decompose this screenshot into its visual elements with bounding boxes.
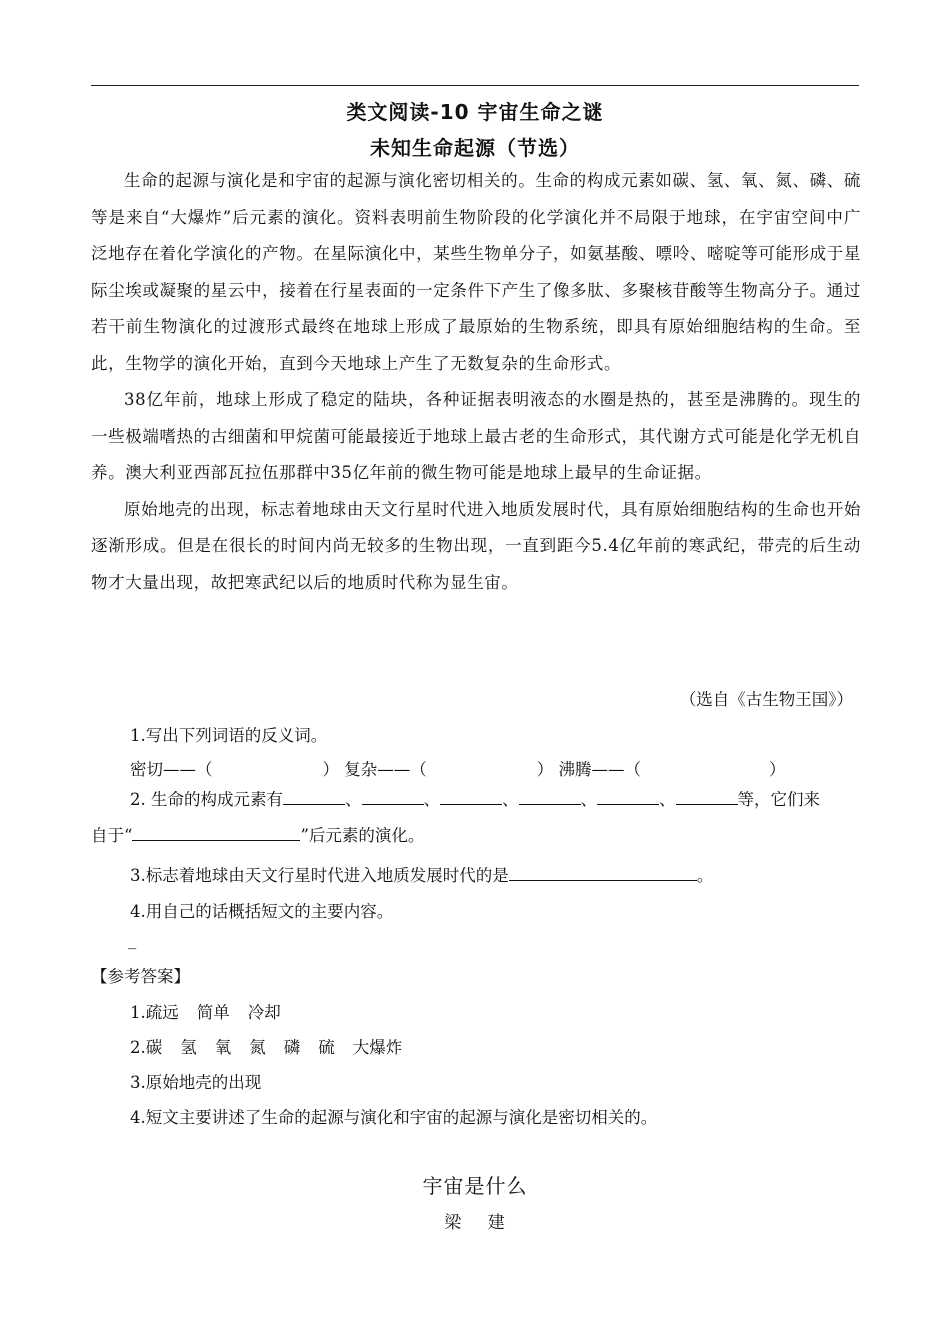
answer-2-item: 氮	[249, 1038, 266, 1057]
passage	[91, 163, 861, 601]
q2-blank-7[interactable]	[132, 824, 300, 841]
answer-1	[130, 999, 281, 1023]
q2-blank-5[interactable]	[597, 788, 659, 805]
passage-paragraph-3: 原始地壳的出现，标志着地球由天文行星时代进入地质发展时代，具有原始细胞结构的生命也开始逐渐形成。但是在很长的时间内尚无较多的生物出现，一直到距今5.4亿年前的寒武纪，带壳的后生动物才大量出现，故把寒武纪以后的地质时代称为显生宙。	[91, 499, 861, 592]
answer-3: 3.原始地壳的出现	[130, 1073, 262, 1092]
answer-2-item: 氧	[214, 1038, 232, 1057]
q3-blank[interactable]	[509, 864, 697, 881]
passage-paragraph-2: 38亿年前，地球上形成了稳定的陆块，各种证据表明液态的水圈是热的，甚至是沸腾的。现生的一些极端嗜热的古细菌和甲烷菌可能最接近于地球上最古老的生命形式，其代谢方式可能是化学无机自养。澳大利亚西部瓦拉伍那群中35亿年前的微生物可能是地球上最早的生命证据。	[91, 390, 861, 482]
stray-underscore: _	[128, 930, 137, 949]
answers-heading: 【参考答案】	[91, 967, 190, 986]
answer-1-item: 冷却	[247, 1003, 281, 1022]
answer-2-item: 磷	[283, 1038, 301, 1057]
q3-text: 3.标志着地球由天文行星时代进入地质发展时代的是	[130, 866, 509, 885]
answer-2-item: 氢	[180, 1038, 197, 1057]
question-1-words	[130, 756, 786, 780]
q1-word-2: ） 复杂——（	[322, 760, 427, 779]
answer-2	[130, 1034, 402, 1058]
next-article-author: 梁 建	[444, 1213, 506, 1233]
article-title: 未知生命起源（节选）	[370, 136, 580, 160]
top-rule	[91, 85, 859, 86]
q2-blank-2[interactable]	[362, 788, 424, 805]
q2-sep: 、	[659, 790, 676, 809]
q1-word-1: 密切——（	[130, 760, 213, 779]
q2-suffix: 等，它们来	[737, 790, 820, 809]
answer-2-item: 大爆炸	[352, 1038, 403, 1057]
q1-word-3: ） 沸腾——（	[536, 760, 641, 779]
question-3	[130, 862, 713, 886]
q2-line2-suffix: ”后元素的演化。	[300, 826, 425, 845]
answer-2-item: 2.碳	[130, 1038, 163, 1057]
question-4: 4.用自己的话概括短文的主要内容。	[130, 902, 394, 921]
q2-blank-6[interactable]	[676, 788, 738, 805]
answer-4: 4.短文主要讲述了生命的起源与演化和宇宙的起源与演化是密切相关的。	[130, 1108, 658, 1127]
answer-2-item: 硫	[318, 1038, 335, 1057]
passage-paragraph-1: 生命的起源与演化是和宇宙的起源与演化密切相关的。生命的构成元素如碳、氢、氧、氮、磷、硫等是来自“大爆炸”后元素的演化。资料表明前生物阶段的化学演化并不局限于地球，在宇宙空间中广泛地存在着化学演化的产物。在星际演化中，某些生物单分子，如氨基酸、嘌呤、嘧啶等可能形成于星际尘埃或凝聚的星云中，接着在行星表面的一定条件下产生了像多肽、多聚核苷酸等生物高分子。通过若干前生物演化的过渡形式最终在地球上形成了最原始的生物系统，即具有原始细胞结构的生命。至此，生物学的演化开始，直到今天地球上产生了无数复杂的生命形式。	[91, 171, 861, 373]
next-article-title: 宇宙是什么	[422, 1174, 528, 1198]
q2-sep: 、	[345, 790, 362, 809]
q2-blank-3[interactable]	[440, 788, 502, 805]
q2-line2-prefix: 自于“	[91, 826, 133, 845]
q1-word-4: ）	[769, 760, 786, 779]
answer-1-item: 简单	[196, 1003, 230, 1022]
answer-1-item: 1.疏远	[130, 1003, 179, 1022]
q3-end: 。	[696, 866, 714, 885]
q2-sep: 、	[580, 790, 597, 809]
page-title: 类文阅读-10 宇宙生命之谜	[346, 100, 604, 124]
question-2	[91, 782, 861, 854]
q2-sep: 、	[423, 790, 440, 809]
q2-prefix: 2. 生命的构成元素有	[130, 790, 283, 809]
question-1: 1.写出下列词语的反义词。	[130, 726, 328, 745]
q2-blank-4[interactable]	[519, 788, 581, 805]
q2-sep: 、	[502, 790, 519, 809]
source-citation: （选自《古生物王国》）	[679, 690, 853, 709]
q2-blank-1[interactable]	[283, 788, 345, 805]
